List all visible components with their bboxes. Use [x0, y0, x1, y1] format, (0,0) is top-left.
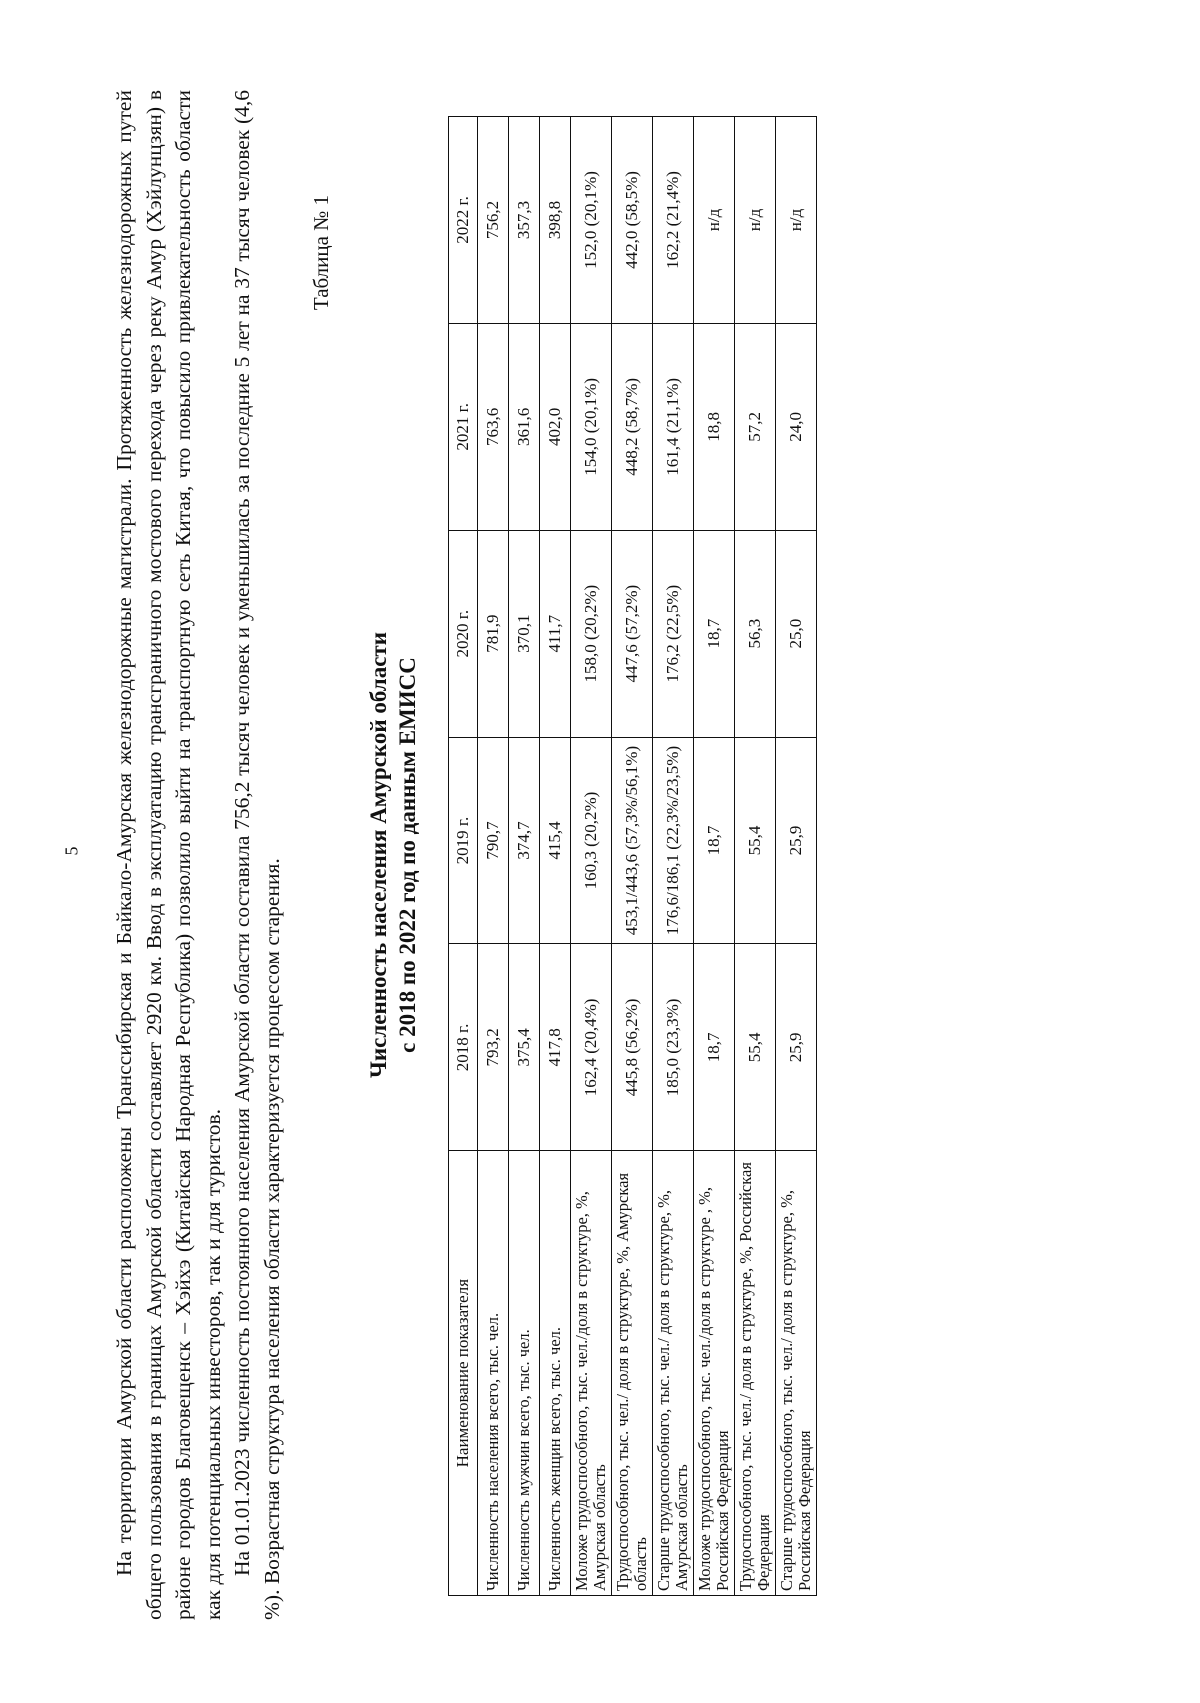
- header-2018: 2018 г.: [449, 944, 478, 1151]
- cell-2022: 398,8: [540, 117, 571, 324]
- cell-2018: 25,9: [776, 944, 817, 1151]
- cell-2022: н/д: [776, 117, 817, 324]
- cell-2020: 158,0 (20,2%): [571, 530, 612, 737]
- cell-2018: 417,8: [540, 944, 571, 1151]
- row-label: Старше трудоспособного, тыс. чел./ доля в структуре, %, Амурская область: [653, 1151, 694, 1596]
- cell-2020: 447,6 (57,2%): [612, 530, 653, 737]
- table-row: [694, 117, 735, 1596]
- cell-2020: 411,7: [540, 530, 571, 737]
- cell-2020: 370,1: [509, 530, 540, 737]
- rotated-page-content: [110, 90, 930, 1620]
- cell-2022: 357,3: [509, 117, 540, 324]
- cell-2019: 55,4: [735, 737, 776, 944]
- row-label: Численность женщин всего, тыс. чел.: [540, 1151, 571, 1596]
- cell-2018: 18,7: [694, 944, 735, 1151]
- cell-2021: 154,0 (20,1%): [571, 323, 612, 530]
- row-label: Трудоспособного, тыс. чел./ доля в структуре, %, Российская Федерация: [735, 1151, 776, 1596]
- table-label: Таблица № 1: [309, 195, 333, 311]
- table-title-line-2: с 2018 по 2022 год по данным ЕМИСС: [395, 657, 420, 1053]
- cell-2021: 448,2 (58,7%): [612, 323, 653, 530]
- cell-2022: 442,0 (58,5%): [612, 117, 653, 324]
- cell-2018: 445,8 (56,2%): [612, 944, 653, 1151]
- table-header-row: [449, 117, 478, 1596]
- cell-2021: 24,0: [776, 323, 817, 530]
- cell-2018: 162,4 (20,4%): [571, 944, 612, 1151]
- table-row: [776, 117, 817, 1596]
- paragraph-population: На 01.01.2023 численность постоянного населения Амурской области составила 756,2 тысяч человек и уменьшилась за последние 5 лет на 37 тысяч человек (4,6 %). Возрастная структура населения области характеризуется процессом старения.: [230, 90, 284, 1620]
- header-2019: 2019 г.: [449, 737, 478, 944]
- cell-2022: н/д: [694, 117, 735, 324]
- cell-2018: 55,4: [735, 944, 776, 1151]
- cell-2021: 57,2: [735, 323, 776, 530]
- population-table: [448, 116, 817, 1596]
- cell-2019: 176,6/186,1 (22,3%/23,5%): [653, 737, 694, 944]
- table-row: [571, 117, 612, 1596]
- cell-2018: 793,2: [478, 944, 509, 1151]
- table-title: [364, 90, 422, 1620]
- cell-2021: 402,0: [540, 323, 571, 530]
- row-label: Старше трудоспособного, тыс. чел./ доля в структуре, %, Российская Федерация: [776, 1151, 817, 1596]
- cell-2019: 160,3 (20,2%): [571, 737, 612, 944]
- cell-2019: 374,7: [509, 737, 540, 944]
- row-label: Численность населения всего, тыс. чел.: [478, 1151, 509, 1596]
- table-title-line-1: Численность населения Амурской области: [366, 632, 391, 1078]
- cell-2020: 56,3: [735, 530, 776, 737]
- cell-2021: 763,6: [478, 323, 509, 530]
- cell-2019: 415,4: [540, 737, 571, 944]
- cell-2018: 375,4: [509, 944, 540, 1151]
- cell-2021: 18,8: [694, 323, 735, 530]
- table-row: [653, 117, 694, 1596]
- header-indicator: Наименование показателя: [449, 1151, 478, 1596]
- row-label: Трудоспособного, тыс. чел./ доля в структуре, %, Амурская область: [612, 1151, 653, 1596]
- table-row: [735, 117, 776, 1596]
- table-row: [478, 117, 509, 1596]
- header-2021: 2021 г.: [449, 323, 478, 530]
- table-row: [509, 117, 540, 1596]
- cell-2021: 161,4 (21,1%): [653, 323, 694, 530]
- cell-2019: 453,1/443,6 (57,3%/56,1%): [612, 737, 653, 944]
- header-2022: 2022 г.: [449, 117, 478, 324]
- cell-2020: 176,2 (22,5%): [653, 530, 694, 737]
- row-label: Моложе трудоспособного, тыс. чел./доля в структуре , %, Российская Федерация: [694, 1151, 735, 1596]
- table-row: [612, 117, 653, 1596]
- page-number: 5: [61, 846, 82, 856]
- row-label: Моложе трудоспособного, тыс. чел./доля в структуре, %, Амурская область: [571, 1151, 612, 1596]
- cell-2022: н/д: [735, 117, 776, 324]
- cell-2020: 18,7: [694, 530, 735, 737]
- cell-2019: 18,7: [694, 737, 735, 944]
- cell-2020: 781,9: [478, 530, 509, 737]
- table-row: [540, 117, 571, 1596]
- cell-2018: 185,0 (23,3%): [653, 944, 694, 1151]
- cell-2022: 756,2: [478, 117, 509, 324]
- cell-2019: 25,9: [776, 737, 817, 944]
- header-2020: 2020 г.: [449, 530, 478, 737]
- paragraph-railways: На территории Амурской области расположены Транссибирская и Байкало-Амурская железнодорожные магистрали. Протяженность железнодорожных путей общего пользования в границах Амурской области составляет 2920 км. Ввод в эксплуатацию трансграничного мостового перехода через реку Амур (Хэйлунцзян) в районе городов Благовещенск – Хэйхэ (Китайская Народная Республика) позволило выйти на транспортную сеть Китая, что повысило привлекательность области как для потенциальных инвесторов, так и для туристов.: [112, 90, 225, 1620]
- cell-2019: 790,7: [478, 737, 509, 944]
- cell-2021: 361,6: [509, 323, 540, 530]
- cell-2022: 162,2 (21,4%): [653, 117, 694, 324]
- cell-2020: 25,0: [776, 530, 817, 737]
- row-label: Численность мужчин всего, тыс. чел.: [509, 1151, 540, 1596]
- cell-2022: 152,0 (20,1%): [571, 117, 612, 324]
